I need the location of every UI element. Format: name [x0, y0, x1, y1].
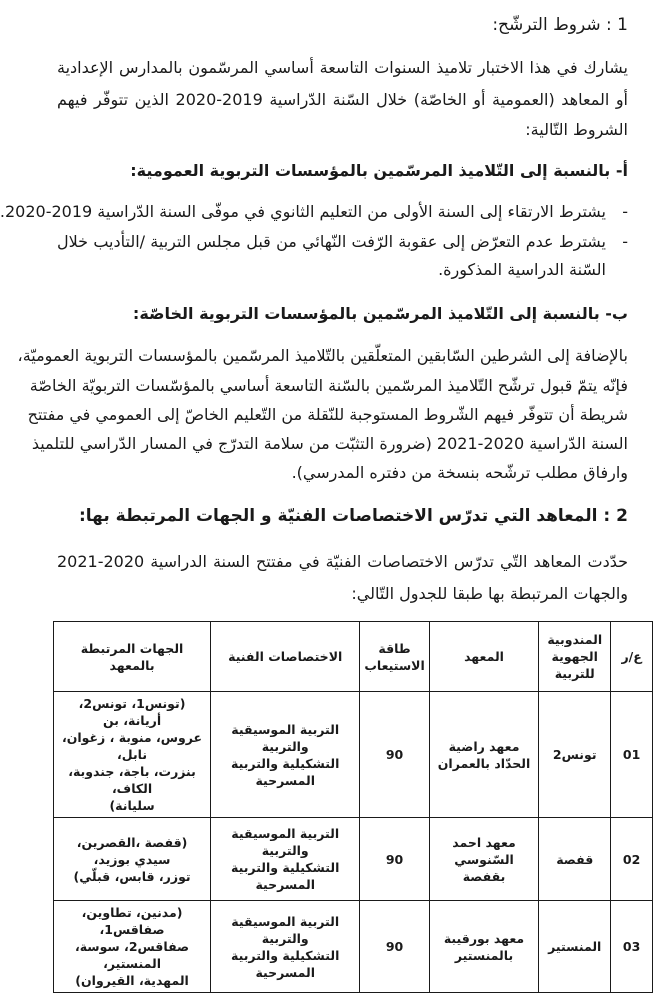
- cell-num: 03: [611, 901, 653, 993]
- cell-line: الحدّاد بالعمران: [437, 755, 531, 771]
- header-region-line: المندوبية: [547, 632, 603, 647]
- cell-capacity: 90: [360, 692, 429, 818]
- cell-region: تونس2: [539, 692, 611, 818]
- sub-a-heading: أ- بالنسبة إلى التّلاميذ المرسّمين بالمؤسسات التربوية العمومية:: [130, 161, 628, 180]
- header-specialties: الاختصاصات الفنية: [211, 622, 360, 692]
- table-row: [54, 818, 653, 901]
- cell-specialties: [211, 901, 360, 993]
- cell-line: معهد راضية: [448, 738, 520, 754]
- cell-capacity: 90: [360, 901, 429, 993]
- cell-line: صفاقس2، سوسة، المنستير،: [74, 939, 190, 971]
- cell-specialties: [211, 692, 360, 818]
- sub-b-heading: ب- بالنسبة إلى التّلاميذ المرسّمين بالمؤسسات التربوية الخاصّة:: [132, 304, 628, 323]
- cell-line: عروس، منوبة ، زغوان، نابل،: [61, 730, 203, 762]
- sub-b-line-4: السنة الدّراسية 2020-2021 (ضرورة التثبّت من سلامة التدرّج في المسار الدّراسي للتلميذ: [31, 434, 628, 453]
- cell-line: التشكيلية والتربية المسرحية: [231, 947, 340, 980]
- cell-num: 01: [611, 692, 653, 818]
- header-num: ع/ر: [611, 622, 653, 692]
- intro-line-3: الشروط التّالية:: [525, 120, 628, 139]
- header-associated: الجهات المرتبطة بالمعهد: [54, 622, 211, 692]
- cell-line: التربية الموسيقية والتربية: [231, 826, 340, 858]
- cell-line: بالمنستير: [454, 947, 514, 963]
- cell-line: السّنوسي: [454, 851, 514, 867]
- bullet-dash: -: [622, 202, 628, 221]
- cell-line: (قفصة ،القصرين، سيدي بوزيد،: [76, 834, 188, 867]
- cell-region: قفصة: [539, 818, 611, 901]
- cell-associated: [54, 692, 211, 818]
- sub-b-line-1: بالإضافة إلى الشرطين السّابقين المتعلّقين بالتّلاميذ المرسّمين بالمؤسسات التربوية العموميّة،: [17, 346, 628, 365]
- sub-b-line-2: فإنّه يتمّ قبول ترشّح التّلاميذ المرسّمين بالسّنة التاسعة أساسي بالمؤسّسات التربويّة الخاصّة: [29, 376, 628, 395]
- section-2-intro-2: والجهات المرتبطة بها طبقا للجدول التّالي:: [351, 584, 628, 603]
- intro-line-1: يشارك في هذا الاختبار تلاميذ السنوات التاسعة أساسي المرسّمون بالمدارس الإعدادية: [57, 58, 628, 77]
- cell-line: التشكيلية والتربية المسرحية: [231, 755, 340, 788]
- cell-num: 02: [611, 818, 653, 901]
- cell-capacity: 90: [360, 818, 429, 901]
- table-header-row: [54, 622, 653, 692]
- cell-line: التشكيلية والتربية المسرحية: [231, 860, 340, 892]
- cell-region: المنستير: [539, 901, 611, 993]
- header-region-line: للتربية: [554, 666, 595, 681]
- cell-line: (مدنين، تطاوين، صفاقس1،: [81, 905, 183, 937]
- section-1-heading: 1 : شروط الترشّح:: [492, 15, 628, 35]
- cell-institute: [429, 692, 539, 818]
- header-capacity-line: طاقة: [378, 640, 411, 656]
- bullet-dash: -: [622, 232, 628, 251]
- cell-line: معهد بورقيبة: [443, 930, 525, 946]
- cell-line: التربية الموسيقية والتربية: [231, 721, 340, 754]
- cell-line: سليانة): [109, 798, 155, 813]
- header-capacity-line: الاستيعاب: [364, 657, 425, 673]
- header-capacity: [360, 622, 429, 692]
- cell-line: بقفصة: [462, 868, 506, 884]
- cell-line: توزر، قابس، قبلّي): [73, 868, 191, 884]
- cell-specialties: [211, 818, 360, 901]
- table-row: [54, 901, 653, 993]
- section-2-heading: 2 : المعاهد التي تدرّس الاختصاصات الفنيّة و الجهات المرتبطة بها:: [78, 506, 628, 526]
- cell-associated: [54, 818, 211, 901]
- cell-line: معهد احمد: [452, 834, 516, 850]
- sub-b-line-5: وارفاق مطلب ترشّحه بنسخة من دفتره المدرسي).: [291, 463, 628, 482]
- cell-line: بنزرت، باجة، جندوبة، الكاف،: [68, 764, 196, 796]
- cell-line: التربية الموسيقية والتربية: [231, 913, 340, 946]
- cell-line: (تونس1، تونس2، أريانة، بن: [78, 696, 186, 728]
- cell-line: المهدية، القيروان): [75, 973, 189, 988]
- table-row: [54, 692, 653, 818]
- intro-line-2: أو المعاهد (العمومية أو الخاصّة) خلال السّنة الدّراسية 2019-2020 الذين تتوفّر فيهم: [57, 90, 629, 109]
- sub-a-bullet-1: يشترط الارتقاء إلى السنة الأولى من التعليم الثانوي في موفّى السنة الدّراسية 2019-2020.: [0, 202, 606, 221]
- header-region: [539, 622, 611, 692]
- cell-associated: [54, 901, 211, 993]
- institutes-table: [53, 621, 653, 993]
- header-institute: المعهد: [429, 622, 539, 692]
- cell-institute: [429, 901, 539, 993]
- header-region-line: الجهوية: [551, 649, 598, 664]
- sub-a-bullet-2-cont: السّنة الدراسية المذكورة.: [438, 260, 606, 279]
- section-2-intro-1: حدّدت المعاهد التّي تدرّس الاختصاصات الفنيّة في مفتتح السنة الدراسية 2020-2021: [57, 552, 628, 571]
- cell-institute: [429, 818, 539, 901]
- sub-b-line-3: شريطة أن تتوفّر فيهم الشّروط المستوجبة للنّقلة من التّعليم الخاصّ إلى العمومي في مفتتح: [27, 405, 628, 424]
- sub-a-bullet-2: يشترط عدم التعرّض إلى عقوبة الرّفت النّهائي من قبل مجلس التربية /التأديب خلال: [57, 232, 606, 251]
